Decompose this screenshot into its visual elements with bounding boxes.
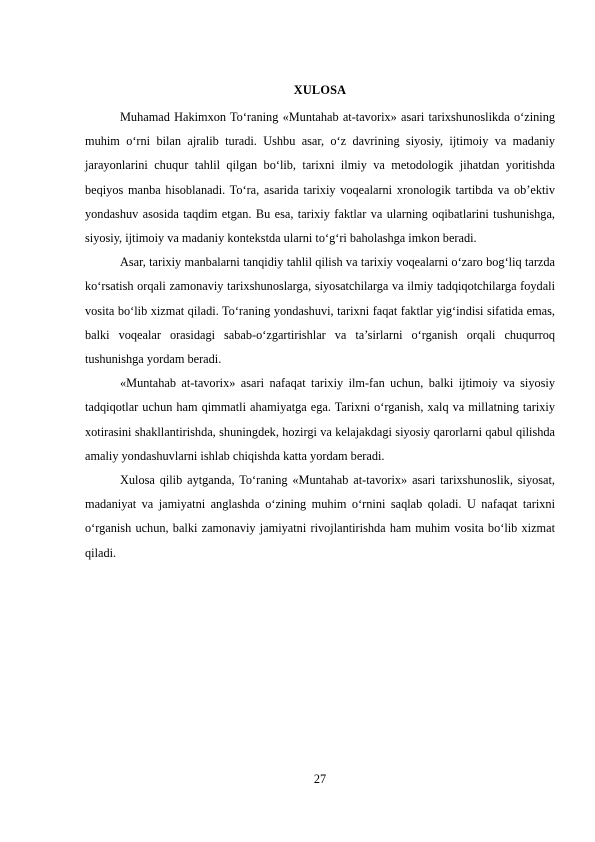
page-number: 27	[313, 772, 327, 786]
section-heading: XULOSA	[293, 83, 347, 97]
paragraph-4: Xulosa qilib aytganda, To‘raning «Muntahab at-tavorix» asari tarixshunoslik, siyosat, madaniyat va jamiyatni anglashda o‘zining muhim o‘rnini saqlab qoladi. U nafaqat tarixni o‘rganish uchun, balki zamonaviy jamiyatni rivojlantirishda ham muhim vosita bo‘lib xizmat qiladi.	[85, 473, 555, 560]
paragraph-3: «Muntahab at-tavorix» asari nafaqat tarixiy ilm-fan uchun, balki ijtimoiy va siyosiy tadqiqotlar uchun ham qimmatli ahamiyatga ega. Tarixni o‘rganish, xalq va millatning tarixiy xotirasini shakllantirishda, shuningdek, hozirgi va kelajakdagi siyosiy qarorlarni qabul qilishda amaliy yondashuvlarni ishlab chiqishda katta yordam beradi.	[85, 376, 555, 463]
body-text	[85, 105, 555, 565]
paragraph-2: Asar, tarixiy manbalarni tanqidiy tahlil qilish va tarixiy voqealarni o‘zaro bog‘liq tarzda ko‘rsatish orqali zamonaviy tarixshunoslarga, siyosatchilarga va ilmiy tadqiqotchilarga foydali vosita bo‘lib xizmat qiladi. To‘raning yondashuvi, tarixni faqat faktlar yig‘indisi sifatida emas, balki voqealar orasidagi sabab-o‘zgartirishlar va ta’sirlarni o‘rganish orqali chuqurroq tushunishga yordam beradi.	[85, 255, 555, 367]
paragraph-1: Muhamad Hakimxon To‘raning «Muntahab at-tavorix» asari tarixshunoslikda o‘zining muhim o‘rni bilan ajralib turadi. Ushbu asar, o‘z davrining siyosiy, ijtimoiy va madaniy jarayonlarini chuqur tahlil qilgan bo‘lib, tarixni ilmiy va metodologik jihatdan yoritishda beqiyos manba hisoblanadi. To‘ra, asarida tarixiy voqealarni xronologik tartibda va ob’ektiv yondashuv asosida taqdim etgan. Bu esa, tarixiy faktlar va ularning oqibatlarini tushunishga, siyosiy, ijtimoiy va madaniy kontekstda ularni to‘g‘ri baholashga imkon beradi.	[85, 110, 555, 246]
